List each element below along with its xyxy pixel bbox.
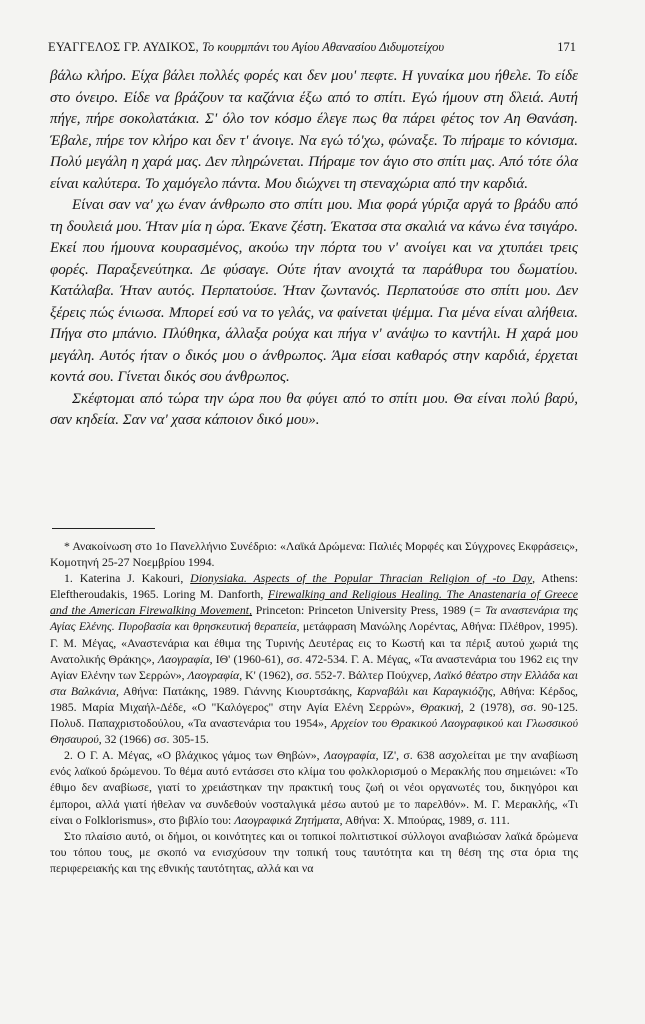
footnote-1-text: Αθήνα: Πατάκης, 1989. Γιάννης Κιουρτσάκης, bbox=[118, 683, 357, 698]
main-paragraph-2: Είναι σαν να' χω έναν άνθρωπο στο σπίτι μου. Μια φορά γύριζα αργά το βράδυ από τη δουλειά μου. Ήταν μία η ώρα. Έκανε ζέστη. Έκατσα στα σκαλιά να κάνω ένα τσιγάρο. Εκεί που ήμουνα κουρασμένος, ακούω την πόρτα του ν' ανοίγει και να χτυπάει τρεις φορές. Παραξενεύτηκα. Δε φύσαγε. Ούτε ήταν ανοιχτά τα παράθυρα του δωματίου. Κατάλαβα. Ήταν αυτός. Περπατούσε. Ήταν ζωντανός. Περπατούσε στο σπίτι μου. Δεν ξέρεις πώς ένιωσα. Μπορεί εσύ να το γελάς, να φαίνεται ψέμμα. Για μένα είναι αλήθεια. Πήγα στο μπάνιο. Πλύθηκα, άλλαξα ρούχα και πήγα ν' ανάψω το καντήλι. Η χαρά μου μεγάλη. Αυτός ήταν ο δικός μου ο άνθρωπος. Άμα είσαι καθαρός στην καρδιά, έρχεται κοντά σου. Γίνεται δικός σου άνθρωπος. bbox=[50, 197, 578, 385]
footnote-1 bbox=[50, 570, 578, 747]
footnote-separator bbox=[52, 528, 155, 529]
footnote-1-title: Λαϊκό θέατρο στην Ελλάδα και στα Βαλκάνια, bbox=[50, 667, 578, 698]
footnotes bbox=[50, 538, 578, 876]
footnote-2-text: Αθήνα: Χ. Μπούρας, 1989, σ. 111. bbox=[342, 812, 510, 827]
footnote-3: Στο πλαίσιο αυτό, οι δήμοι, οι κοινότητες και οι τοπικοί πολιτιστικοί σύλλογοι αναβιώσαν λαϊκά δρώμενα του τόπου τους, με σκοπό να ενισχύσουν την τοπική τους ταυτότητα και τη θέση της στα όρια της περιφερειακής και της εθνικής ταυτότητας, αλλά και να bbox=[50, 828, 578, 875]
main-paragraph-3: Σκέφτομαι από τώρα την ώρα που θα φύγει από το σπίτι μου. Θα είναι πολύ βαρύ, σαν κηδεία. Σαν να' χασα κάποιον δικό μου». bbox=[50, 390, 578, 428]
footnote-1-text: , μετάφραση Μανώλης Λορέντας, Αθήνα: Πλέθρον, 1995). Γ. Μ. Μέγας, «Αναστενάρια και έθιμα της Τυρινής Δευτέρας εις το Κωστή και τα πέριξ αυτού χωριά της Ανατολικής Θράκης», bbox=[50, 619, 578, 666]
header-author: ΕΥΑΓΓΕΛΟΣ ΓΡ. ΑΥΔΙΚΟΣ, bbox=[48, 40, 199, 54]
footnote-1-title: = Τα αναστενάρια της Αγίας Ελένης. Πυροβασία και θρησκευτική θεραπεία bbox=[50, 603, 579, 634]
footnote-1-title: Καρναβάλι και Καραγκιόζης bbox=[356, 683, 493, 698]
footnote-1-title: Αρχείον του Θρακικού Λαογραφικού και Γλωσσικού Θησαυρού bbox=[50, 716, 578, 747]
footnote-1-text: 1. Katerina J. Kakouri, bbox=[64, 571, 191, 586]
footnote-2 bbox=[50, 747, 578, 827]
running-header bbox=[48, 40, 576, 55]
footnote-1-text: , ΙΘ' (1960-61), σσ. 472-534. Γ. Α. Μέγας, «Τα αναστενάρια του 1962 εις την Αγίαν Ελένην των Σερρών», bbox=[50, 651, 578, 682]
footnote-star: * Ανακοίνωση στο 1ο Πανελλήνιο Συνέδριο: «Λαϊκά Δρώμενα: Παλιές Μορφές και Σύγχρονες Εκφράσεις», Κομοτηνή 25-27 Νοεμβρίου 1994. bbox=[50, 539, 578, 570]
footnote-1-text: Princeton: Princeton University Press, 1989 ( bbox=[252, 603, 474, 618]
footnote-1-title: Dionysiaka. Aspects of the Popular Thracian Religion of -to Day bbox=[190, 571, 533, 586]
footnote-2-title: Λαογραφία bbox=[323, 748, 376, 763]
footnote-1-title: Θρακική bbox=[419, 699, 461, 714]
header-article-title: Το κουρμπάνι του Αγίου Αθανασίου Διδυμοτείχου bbox=[202, 40, 445, 54]
main-text bbox=[50, 66, 578, 432]
header-author-title bbox=[48, 40, 444, 55]
footnote-1-title: Λαογραφία bbox=[187, 667, 240, 682]
footnote-2-text: , ΙΖ', σ. 638 ασχολείται με την αναβίωση ενός λαϊκού δρώμενου. Το θέμα αυτό εντάσσει στο κλίμα του φολκλορισμού ο Μερακλής που σημειώνει: «Το έθιμο δεν αναβίωσε, γιατί το χρειάστηκαν την πρακτική τους ζωή οι νέοι οργανωτές του, δικηγόροι και έμποροι, αλλά γιατί ήθελαν να συνδεθούν νοσταλγικά μέσω αυτού με το παρελθόν». Μ. Γ. Μερακλής, «Τι είναι ο Folklorismus», στο βιβλίο του: bbox=[50, 748, 578, 827]
footnote-1-text: , 32 (1966) σσ. 305-15. bbox=[98, 732, 209, 747]
footnote-1-text: , 2 (1978), σσ. 90-125. Πολυδ. Παπαχριστοδούλου, «Τα αναστενάρια του 1954», bbox=[50, 699, 578, 731]
main-paragraph-1: βάλω κλήρο. Είχα βάλει πολλές φορές και δεν μου' πεφτε. Η γυναίκα μου ήθελε. Το είδε στο όνειρο. Είδε να βράζουν τα καζάνια έξω από το σπίτι. Εγώ ήμουν στη δλειά. Αυτή πήγε, πήρε σοκολατάκια. Σ' όλο τον κόσμο έλεγε πως θα πάρει φέτος τον Αη Θανάση. Έβαλε, πήρε τον κλήρο και δεν τ' άνοιγε. Να εγώ τό'χω, φώναξε. Το πήραμε το κόνισμα. Πολύ μεγάλη η χαρά μας. Δεν πληρώνεται. Πήραμε τον άγιο στο σπίτι μας. Από τότε όλα είναι καλύτερα. Το χαμόγελο πάντα. Μου διώχνει τη στεναχώρια από την καρδιά. bbox=[50, 68, 578, 192]
footnote-2-text: 2. Ο Γ. Α. Μέγας, «Ο βλάχικος γάμος των Θηβών», bbox=[64, 748, 324, 763]
page-number: 171 bbox=[557, 40, 576, 54]
footnote-1-text: , Athens: Eleftheroudakis, 1965. Loring M. Danforth, bbox=[50, 571, 578, 602]
footnote-1-title: Λαογραφία bbox=[157, 651, 210, 666]
footnote-2-title: Λαογραφικά Ζητήματα, bbox=[234, 812, 343, 827]
footnote-1-text: , Κ' (1962), σσ. 552-7. Βάλτερ Πούχνερ, bbox=[239, 667, 435, 682]
footnote-1-title: Firewalking and Religious Healing. The Anastenaria of Greece and the American Firewalking Movement, bbox=[50, 587, 578, 618]
footnote-1-text: , Αθήνα: Κέρδος, 1985. Μαρία Μιχαήλ-Δέδε, «Ο "Καλόγερος" στην Αγία Ελένη Σερρών», bbox=[50, 683, 578, 714]
